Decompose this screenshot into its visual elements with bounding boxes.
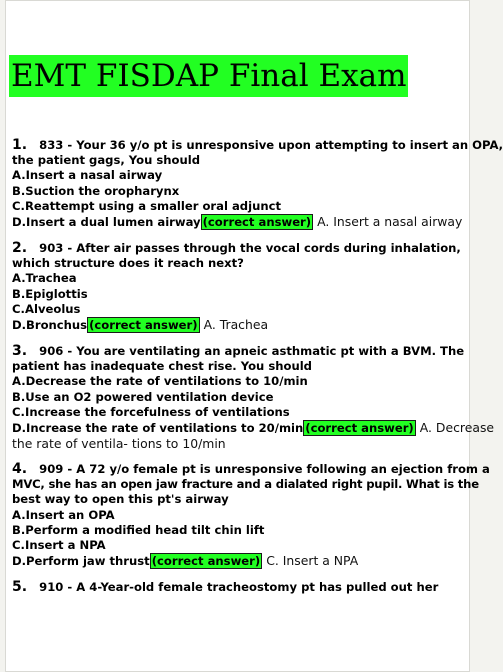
question-code: 833 (39, 138, 64, 152)
question-2: 2. 903 - After air passes through the vocal cords during inhalation, which structure does it reach next? A.Trachea B.Epiglottis C.Alveolus D.Bronchus (correct answer) A. Trachea (12, 241, 472, 333)
page-title: EMT FISDAP Final Exam (9, 55, 408, 97)
option-c: C.Alveolus (12, 301, 81, 316)
option-b: B.Perform a modified head tilt chin lift (12, 522, 265, 537)
option-d: D.Bronchus (correct answer) A. Trachea (12, 317, 269, 333)
question-text-line: A 72 y/o female pt is unresponsive following an ejection from a (76, 462, 490, 476)
correct-answer-badge: (correct answer) (89, 318, 198, 333)
question-number: 1. (12, 137, 28, 153)
option-c: C.Increase the forcefulness of ventilations (12, 404, 290, 419)
question-code: 906 (39, 344, 64, 358)
answer-text: A. Decrease (419, 420, 495, 436)
option-c: C.Reattempt using a smaller oral adjunct (12, 198, 282, 213)
option-a: A.Decrease the rate of ventilations to 10/min (12, 374, 308, 389)
answer-text: A. Insert a nasal airway (317, 214, 463, 230)
option-a: A.Trachea (12, 271, 77, 286)
option-b: B.Suction the oropharynx (12, 183, 180, 198)
question-number: 5. (12, 579, 28, 595)
correct-answer-badge: (correct answer) (305, 421, 414, 436)
correct-answer-badge: (correct answer) (151, 554, 261, 569)
correct-answer-badge: (correct answer) (202, 215, 312, 230)
answer-text: C. Insert a NPA (266, 553, 359, 569)
question-5: 5. 910 - A 4-Year-old female tracheostomy pt has pulled out her (12, 579, 439, 595)
question-4: 4. 909 - A 72 y/o female pt is unresponsive following an ejection from a MVC, she has an open jaw fracture and a dialated right pupil. What is the best way to open this pt's airway A.Insert an OPA B.Perform a modified head tilt chin lift C.Insert a NPA D.Perform jaw thrust (correct answer) C. Insert a NPA (12, 461, 490, 569)
question-code: 910 (39, 580, 64, 594)
question-number: 4. (12, 461, 28, 477)
option-d: D.Insert a dual lumen airway (correct answer) A. Insert a nasal airway (12, 214, 463, 230)
question-text-line: A 4-Year-old female tracheostomy pt has pulled out her (76, 580, 439, 594)
question-number: 3. (12, 343, 28, 359)
question-1: 1. 833 - Your 36 y/o pt is unresponsive upon attempting to insert an OPA, the patient gags, You should A.Insert a nasal airway B.Suction the oropharynx C.Reattempt using a smaller oral adjunct D.Insert a dual lumen airway (correct answer) A. Insert a nasal airway (12, 137, 503, 230)
question-text-line: which structure does it reach next? (12, 256, 244, 271)
answer-text: A. Trachea (203, 317, 269, 333)
question-text-line: You are ventilating an apneic asthmatic pt with a BVM. The (76, 344, 465, 358)
question-number: 2. (12, 240, 28, 256)
question-code: 909 (39, 462, 64, 476)
answer-text-continued: the rate of ventila- tions to 10/min (12, 436, 226, 452)
option-a: A.Insert an OPA (12, 507, 115, 522)
option-b: B.Use an O2 powered ventilation device (12, 389, 274, 404)
question-text-line: Your 36 y/o pt is unresponsive upon attempting to insert an OPA, (76, 138, 503, 152)
option-d: D.Perform jaw thrust (correct answer) C. Insert a NPA (12, 553, 359, 569)
question-text-line: the patient gags, You should (12, 153, 201, 168)
question-3: 3. 906 - You are ventilating an apneic asthmatic pt with a BVM. The patient has inadequate chest rise. You should A.Decrease the rate of ventilations to 10/min B.Use an O2 powered ventilation device C.Increase the forcefulness of ventilations D.Increase the rate of ventilations to 20/min (correct answer) A. Decrease the rate of ventila- tions to 10/min (12, 343, 495, 452)
option-a: A.Insert a nasal airway (12, 168, 163, 183)
question-text-line: MVC, she has an open jaw fracture and a dialated right pupil. What is the (12, 477, 479, 492)
question-code: 903 (39, 241, 64, 255)
option-b: B.Epiglottis (12, 286, 88, 301)
option-d: D.Increase the rate of ventilations to 20/min (correct answer) A. Decrease (12, 420, 495, 436)
option-c: C.Insert a NPA (12, 538, 106, 553)
question-text-line: patient has inadequate chest rise. You should (12, 359, 312, 374)
question-text-line: best way to open this pt's airway (12, 492, 229, 507)
question-text-line: After air passes through the vocal cords during inhalation, (76, 241, 461, 255)
document-page (5, 0, 503, 672)
